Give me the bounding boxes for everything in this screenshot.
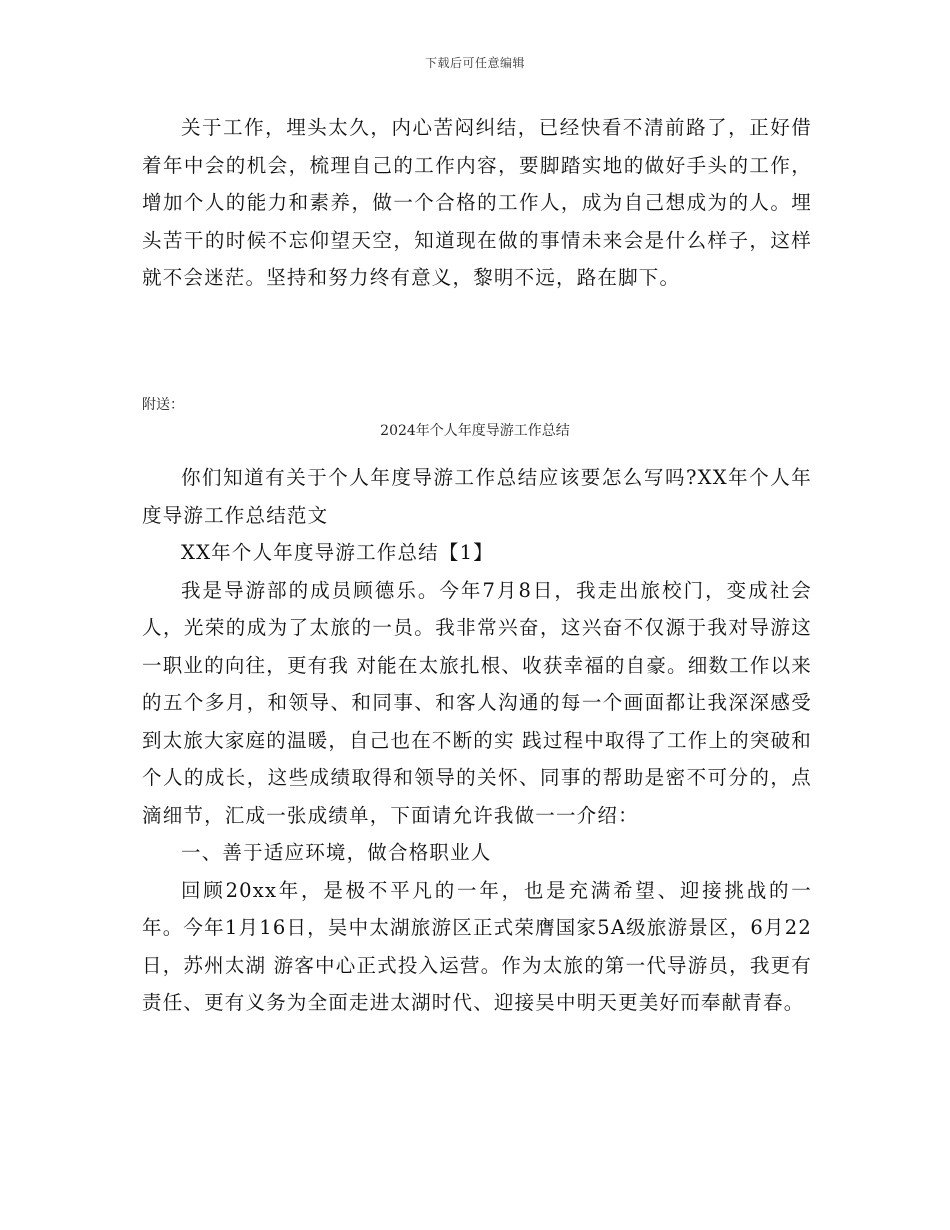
sub-heading: 一、善于适应环境，做合格职业人 <box>181 841 492 864</box>
appendix-label: 附送： <box>142 397 184 413</box>
page-header: 下载后可任意编辑 <box>424 56 525 70</box>
lead-paragraph: 你们知道有关于个人年度导游工作总结应该要怎么写吗?XX年个人年度导游工作总结范文 <box>142 466 812 527</box>
body-paragraph-2: 回顾20xx年，是极不平凡的一年，也是充满希望、迎接挑战的一年。今年1月16日，吴中太湖旅游区正式荣膺国家5A级旅游景区，6月22日，苏州太湖 游客中心正式投入运营。作为太旅的第一代导游员，我更有责任、更有义务为全面走进太湖时代、迎接吴中明天更美好而奉献青春。 <box>142 878 812 1014</box>
main-body <box>142 459 812 1022</box>
section-heading: XX年个人年度导游工作总结【1】 <box>181 541 494 564</box>
intro-paragraph: 关于工作，埋头太久，内心苦闷纠结，已经快看不清前路了，正好借着年中会的机会，梳理自己的工作内容，要脚踏实地的做好手头的工作，增加个人的能力和素养，做一个合格的工作人，成为自己想成为的人。埋头苦干的时候不忘仰望天空，知道现在做的事情未来会是什么样子，这样就不会迷茫。坚持和努力终有意义，黎明不远，路在脚下。 <box>142 116 812 289</box>
document-title: 2024年个人年度导游工作总结 <box>380 423 570 439</box>
intro-section <box>142 109 812 297</box>
body-paragraph-1: 我是导游部的成员顾德乐。今年7月8日，我走出旅校门，变成社会人，光荣的成为了太旅的一员。我非常兴奋，这兴奋不仅源于我对导游这一职业的向往，更有我 对能在太旅扎根、收获幸福的自豪。细数工作以来的五个多月，和领导、和同事、和客人沟通的每一个画面都让我深深感受到太旅大家庭的温暖，自己也在不断的实 践过程中取得了工作上的突破和个人的成长，这些成绩取得和领导的关怀、同事的帮助是密不可分的，点滴细节，汇成一张成绩单，下面请允许我做一一介绍： <box>142 578 812 827</box>
